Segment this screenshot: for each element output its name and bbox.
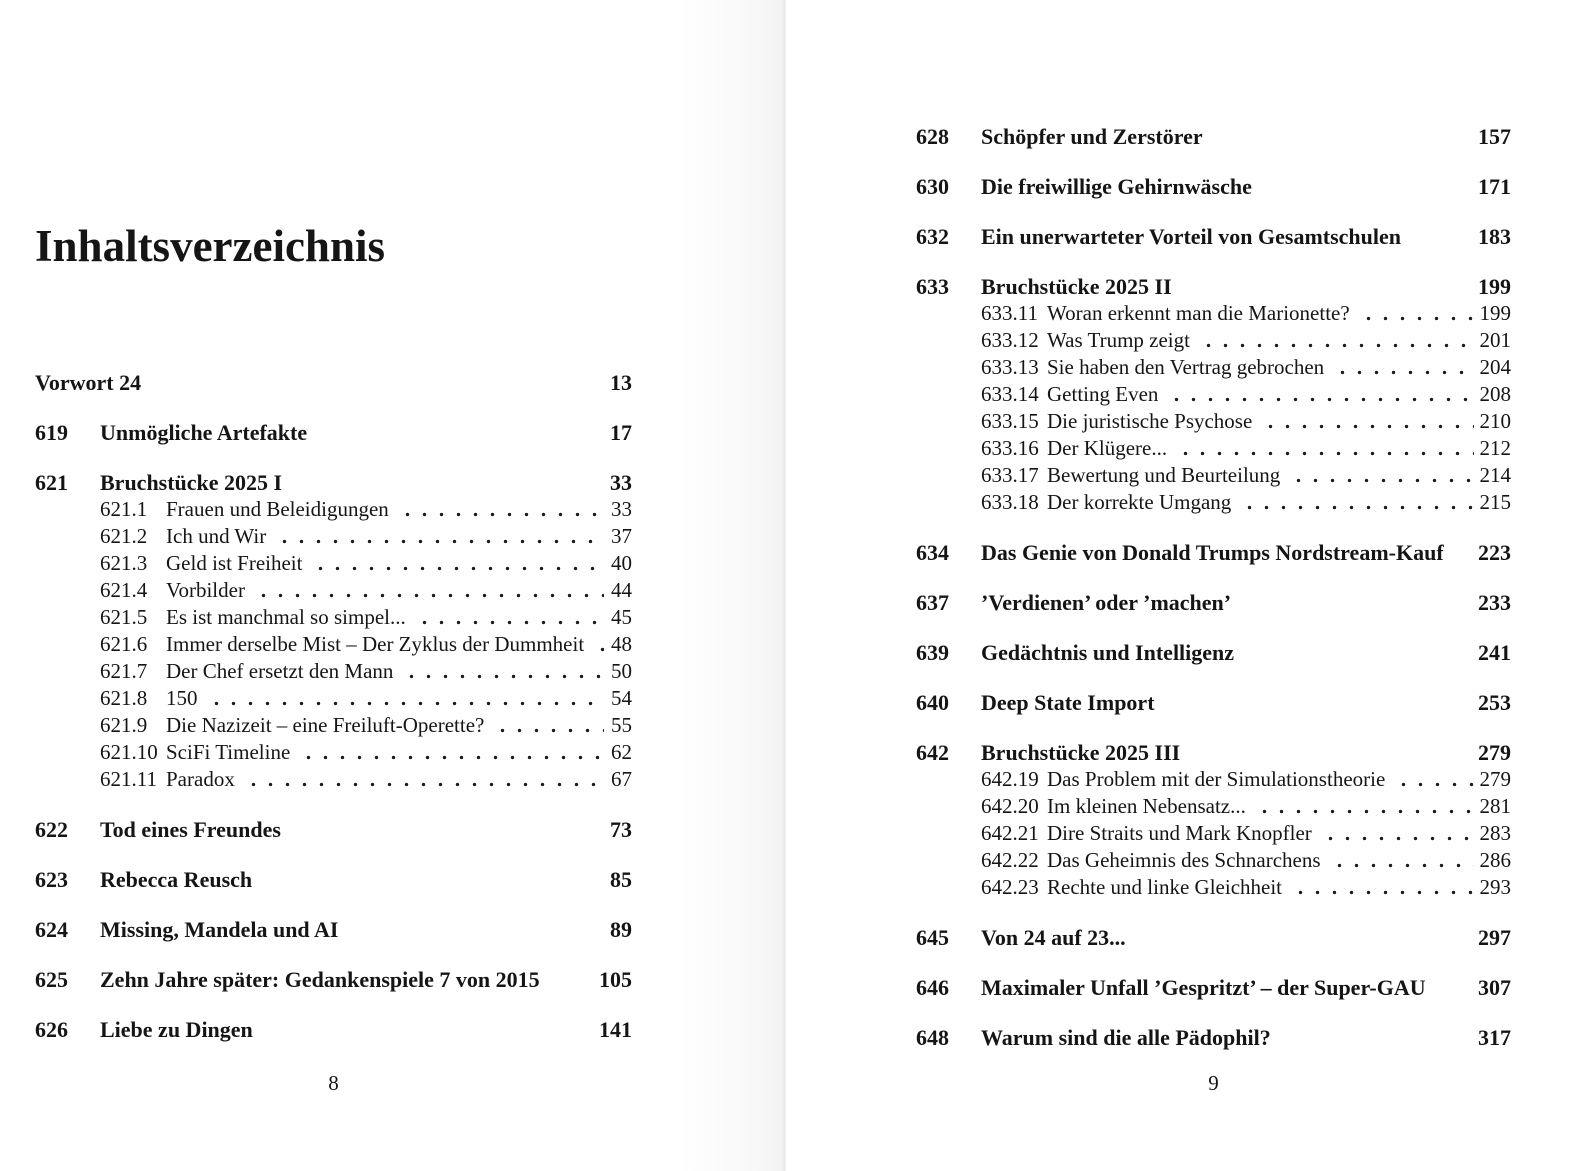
toc-chapter-row <box>916 974 1511 1001</box>
toc-chapter-row <box>35 866 632 893</box>
folio-right: 9 <box>1208 1071 1219 1095</box>
section-page-number: 54 <box>611 686 632 710</box>
toc-section-row <box>916 489 1511 516</box>
section-title: Das Geheimnis des Schnarchens <box>1047 848 1321 872</box>
dot-leader <box>411 604 604 631</box>
section-number: 621.7 <box>100 659 148 683</box>
toc-section-row <box>35 550 632 577</box>
dot-leader <box>1236 489 1473 516</box>
toc-chapter-row <box>916 739 1511 766</box>
section-page-number: 37 <box>611 524 632 548</box>
toc-chapter-row <box>916 539 1511 566</box>
section-title: Die juristische Psychose <box>1047 409 1253 433</box>
section-page-number: 214 <box>1479 463 1511 487</box>
toc-section-row <box>35 685 632 712</box>
section-number: 621.9 <box>100 713 148 737</box>
chapter-page-number: 233 <box>1478 590 1511 615</box>
section-number: 633.11 <box>981 301 1038 325</box>
dot-leader <box>394 496 604 523</box>
section-number: 621.10 <box>100 740 158 764</box>
section-number: 633.15 <box>981 409 1039 433</box>
chapter-title: Zehn Jahre später: Gedankenspiele 7 von 2015 <box>100 967 540 992</box>
toc-section-row <box>35 631 632 658</box>
chapter-title: Warum sind die alle Pädophil? <box>981 1025 1271 1050</box>
section-page-number: 44 <box>611 578 632 602</box>
toc-section-row <box>916 793 1511 820</box>
chapter-number: 621 <box>35 470 68 495</box>
dot-leader <box>1355 300 1474 327</box>
section-title: Es ist manchmal so simpel... <box>166 605 406 629</box>
toc-chapter-row <box>35 369 632 396</box>
section-page-number: 33 <box>611 497 632 521</box>
toc-chapter-row <box>916 273 1511 300</box>
section-number: 621.5 <box>100 605 148 629</box>
dot-leader <box>271 523 604 550</box>
section-page-number: 283 <box>1479 821 1511 845</box>
section-title: Was Trump zeigt <box>1047 328 1190 352</box>
toc-section-row <box>916 874 1511 901</box>
chapter-number: 634 <box>916 540 949 565</box>
toc-section-row <box>35 739 632 766</box>
toc-list-left <box>35 369 632 1043</box>
section-number: 621.4 <box>100 578 148 602</box>
section-title: 150 <box>166 686 198 710</box>
dot-leader <box>1163 381 1473 408</box>
toc-chapter-row <box>35 419 632 446</box>
dot-leader <box>1390 766 1473 793</box>
chapter-title: Deep State Import <box>981 690 1155 715</box>
toc-chapter-row <box>916 689 1511 716</box>
chapter-title: Missing, Mandela und AI <box>100 917 339 942</box>
toc-list-right <box>916 123 1511 1051</box>
chapter-number: 622 <box>35 817 68 842</box>
dot-leader <box>489 712 604 739</box>
section-page-number: 201 <box>1479 328 1511 352</box>
dot-leader <box>250 577 604 604</box>
section-number: 621.6 <box>100 632 148 656</box>
chapter-number: 624 <box>35 917 68 942</box>
chapter-title: Das Genie von Donald Trumps Nordstream-Kauf <box>981 540 1444 565</box>
chapter-title: Bruchstücke 2025 II <box>981 274 1172 299</box>
dot-leader <box>589 631 604 658</box>
section-number: 642.19 <box>981 767 1039 791</box>
chapter-number: 648 <box>916 1025 949 1050</box>
chapter-page-number: 183 <box>1478 224 1511 249</box>
dot-leader <box>1287 874 1473 901</box>
section-title: Ich und Wir <box>166 524 267 548</box>
chapter-title: Unmögliche Artefakte <box>100 420 308 445</box>
dot-leader <box>1317 820 1474 847</box>
chapter-number: 642 <box>916 740 949 765</box>
section-page-number: 204 <box>1479 355 1511 379</box>
section-number: 633.17 <box>981 463 1039 487</box>
toc-title: Inhaltsverzeichnis <box>35 221 386 271</box>
toc-chapter-row <box>35 816 632 843</box>
section-page-number: 279 <box>1479 767 1511 791</box>
section-number: 642.22 <box>981 848 1039 872</box>
toc-chapter-row <box>916 924 1511 951</box>
section-title: Frauen und Beleidigungen <box>166 497 389 521</box>
section-number: 633.13 <box>981 355 1039 379</box>
folio-left: 8 <box>328 1071 339 1095</box>
toc-section-row <box>916 435 1511 462</box>
section-page-number: 62 <box>611 740 632 764</box>
toc-chapter-row <box>916 173 1511 200</box>
chapter-page-number: 89 <box>610 917 632 942</box>
section-title: Paradox <box>166 767 235 791</box>
toc-section-row <box>35 658 632 685</box>
toc-section-row <box>35 496 632 523</box>
section-title: Bewertung und Beurteilung <box>1047 463 1281 487</box>
section-page-number: 215 <box>1479 490 1511 514</box>
chapter-number: 645 <box>916 925 949 950</box>
chapter-page-number: 253 <box>1478 690 1511 715</box>
section-page-number: 208 <box>1479 382 1511 406</box>
dot-leader <box>307 550 604 577</box>
toc-chapter-row <box>916 123 1511 150</box>
section-number: 621.3 <box>100 551 148 575</box>
chapter-page-number: 73 <box>610 817 632 842</box>
chapter-title: Tod eines Freundes <box>100 817 281 842</box>
chapter-page-number: 17 <box>610 420 632 445</box>
section-title: Geld ist Freiheit <box>166 551 303 575</box>
chapter-title: Vorwort 24 <box>35 370 142 395</box>
section-number: 621.2 <box>100 524 148 548</box>
chapter-title: Liebe zu Dingen <box>100 1017 253 1042</box>
toc-chapter-row <box>35 469 632 496</box>
chapter-page-number: 317 <box>1478 1025 1511 1050</box>
section-number: 633.16 <box>981 436 1039 460</box>
section-title: Im kleinen Nebensatz... <box>1047 794 1246 818</box>
chapter-number: 646 <box>916 975 949 1000</box>
dot-leader <box>1329 354 1473 381</box>
chapter-page-number: 85 <box>610 867 632 892</box>
chapter-title: Bruchstücke 2025 III <box>981 740 1181 765</box>
dot-leader <box>1326 847 1474 874</box>
chapter-page-number: 297 <box>1478 925 1511 950</box>
section-number: 621.8 <box>100 686 148 710</box>
section-title: Das Problem mit der Simulationstheorie <box>1047 767 1386 791</box>
section-page-number: 48 <box>611 632 632 656</box>
toc-section-row <box>35 604 632 631</box>
toc-section-row <box>35 577 632 604</box>
toc-section-row <box>916 847 1511 874</box>
section-title: SciFi Timeline <box>166 740 291 764</box>
section-title: Vorbilder <box>166 578 245 602</box>
dot-leader <box>240 766 604 793</box>
section-page-number: 199 <box>1479 301 1511 325</box>
toc-section-row <box>916 820 1511 847</box>
toc-chapter-row <box>916 1024 1511 1051</box>
section-page-number: 55 <box>611 713 632 737</box>
chapter-title: Bruchstücke 2025 I <box>100 470 283 495</box>
chapter-page-number: 279 <box>1478 740 1511 765</box>
dot-leader <box>1285 462 1473 489</box>
chapter-page-number: 241 <box>1478 640 1511 665</box>
section-page-number: 293 <box>1479 875 1511 899</box>
chapter-page-number: 157 <box>1478 124 1511 149</box>
section-page-number: 212 <box>1479 436 1511 460</box>
toc-section-row <box>35 523 632 550</box>
toc-section-row <box>916 300 1511 327</box>
section-number: 642.20 <box>981 794 1039 818</box>
chapter-page-number: 223 <box>1478 540 1511 565</box>
section-number: 642.21 <box>981 821 1039 845</box>
chapter-number: 625 <box>35 967 68 992</box>
toc-chapter-row <box>35 966 632 993</box>
chapter-title: Maximaler Unfall ’Gespritzt’ – der Super-GAU <box>981 975 1426 1000</box>
chapter-title: Gedächtnis und Intelligenz <box>981 640 1235 665</box>
toc-section-row <box>916 354 1511 381</box>
toc-section-row <box>916 381 1511 408</box>
dot-leader <box>1195 327 1474 354</box>
dot-leader <box>295 739 604 766</box>
chapter-title: Die freiwillige Gehirnwäsche <box>981 174 1252 199</box>
chapter-number: 633 <box>916 274 949 299</box>
section-title: Der Chef ersetzt den Mann <box>166 659 394 683</box>
dot-leader <box>1172 435 1473 462</box>
section-page-number: 40 <box>611 551 632 575</box>
dot-leader <box>398 658 604 685</box>
chapter-page-number: 141 <box>599 1017 632 1042</box>
toc-section-row <box>35 712 632 739</box>
section-page-number: 45 <box>611 605 632 629</box>
section-title: Der korrekte Umgang <box>1047 490 1232 514</box>
section-title: Sie haben den Vertrag gebrochen <box>1047 355 1325 379</box>
chapter-number: 632 <box>916 224 949 249</box>
toc-section-row <box>916 462 1511 489</box>
toc-chapter-row <box>916 223 1511 250</box>
chapter-page-number: 13 <box>610 370 632 395</box>
section-page-number: 281 <box>1479 794 1511 818</box>
section-title: Die Nazizeit – eine Freiluft-Operette? <box>166 713 485 737</box>
chapter-number: 637 <box>916 590 949 615</box>
section-title: Der Klügere... <box>1047 436 1168 460</box>
gutter-shadow <box>676 0 786 1171</box>
chapter-page-number: 171 <box>1478 174 1511 199</box>
section-number: 621.11 <box>100 767 157 791</box>
chapter-page-number: 307 <box>1478 975 1511 1000</box>
toc-chapter-row <box>916 589 1511 616</box>
chapter-number: 626 <box>35 1017 68 1042</box>
chapter-number: 639 <box>916 640 949 665</box>
chapter-title: Rebecca Reusch <box>100 867 253 892</box>
page-right <box>786 0 1572 1171</box>
toc-section-row <box>916 327 1511 354</box>
section-page-number: 210 <box>1479 409 1511 433</box>
toc-section-row <box>916 766 1511 793</box>
toc-section-row <box>35 766 632 793</box>
section-page-number: 286 <box>1479 848 1511 872</box>
dot-leader <box>1257 408 1473 435</box>
toc-chapter-row <box>35 916 632 943</box>
chapter-number: 623 <box>35 867 68 892</box>
section-number: 642.23 <box>981 875 1039 899</box>
dot-leader <box>203 685 605 712</box>
section-number: 633.14 <box>981 382 1039 406</box>
section-title: Immer derselbe Mist – Der Zyklus der Dummheit <box>166 632 585 656</box>
section-title: Dire Straits und Mark Knopfler <box>1047 821 1312 845</box>
chapter-number: 628 <box>916 124 949 149</box>
chapter-number: 630 <box>916 174 949 199</box>
section-page-number: 67 <box>611 767 632 791</box>
toc-section-row <box>916 408 1511 435</box>
section-title: Woran erkennt man die Marionette? <box>1047 301 1350 325</box>
section-number: 633.18 <box>981 490 1039 514</box>
chapter-title: Ein unerwarteter Vorteil von Gesamtschulen <box>981 224 1402 249</box>
section-title: Rechte und linke Gleichheit <box>1047 875 1283 899</box>
section-page-number: 50 <box>611 659 632 683</box>
toc-chapter-row <box>35 1016 632 1043</box>
chapter-title: Von 24 auf 23... <box>981 925 1126 950</box>
chapter-number: 640 <box>916 690 949 715</box>
chapter-page-number: 105 <box>599 967 632 992</box>
toc-chapter-row <box>916 639 1511 666</box>
section-number: 621.1 <box>100 497 148 521</box>
section-number: 633.12 <box>981 328 1039 352</box>
chapter-title: Schöpfer und Zerstörer <box>981 124 1203 149</box>
chapter-page-number: 33 <box>610 470 632 495</box>
chapter-title: ’Verdienen’ oder ’machen’ <box>981 590 1232 615</box>
dot-leader <box>1251 793 1474 820</box>
chapter-number: 619 <box>35 420 68 445</box>
chapter-page-number: 199 <box>1478 274 1511 299</box>
section-title: Getting Even <box>1047 382 1159 406</box>
